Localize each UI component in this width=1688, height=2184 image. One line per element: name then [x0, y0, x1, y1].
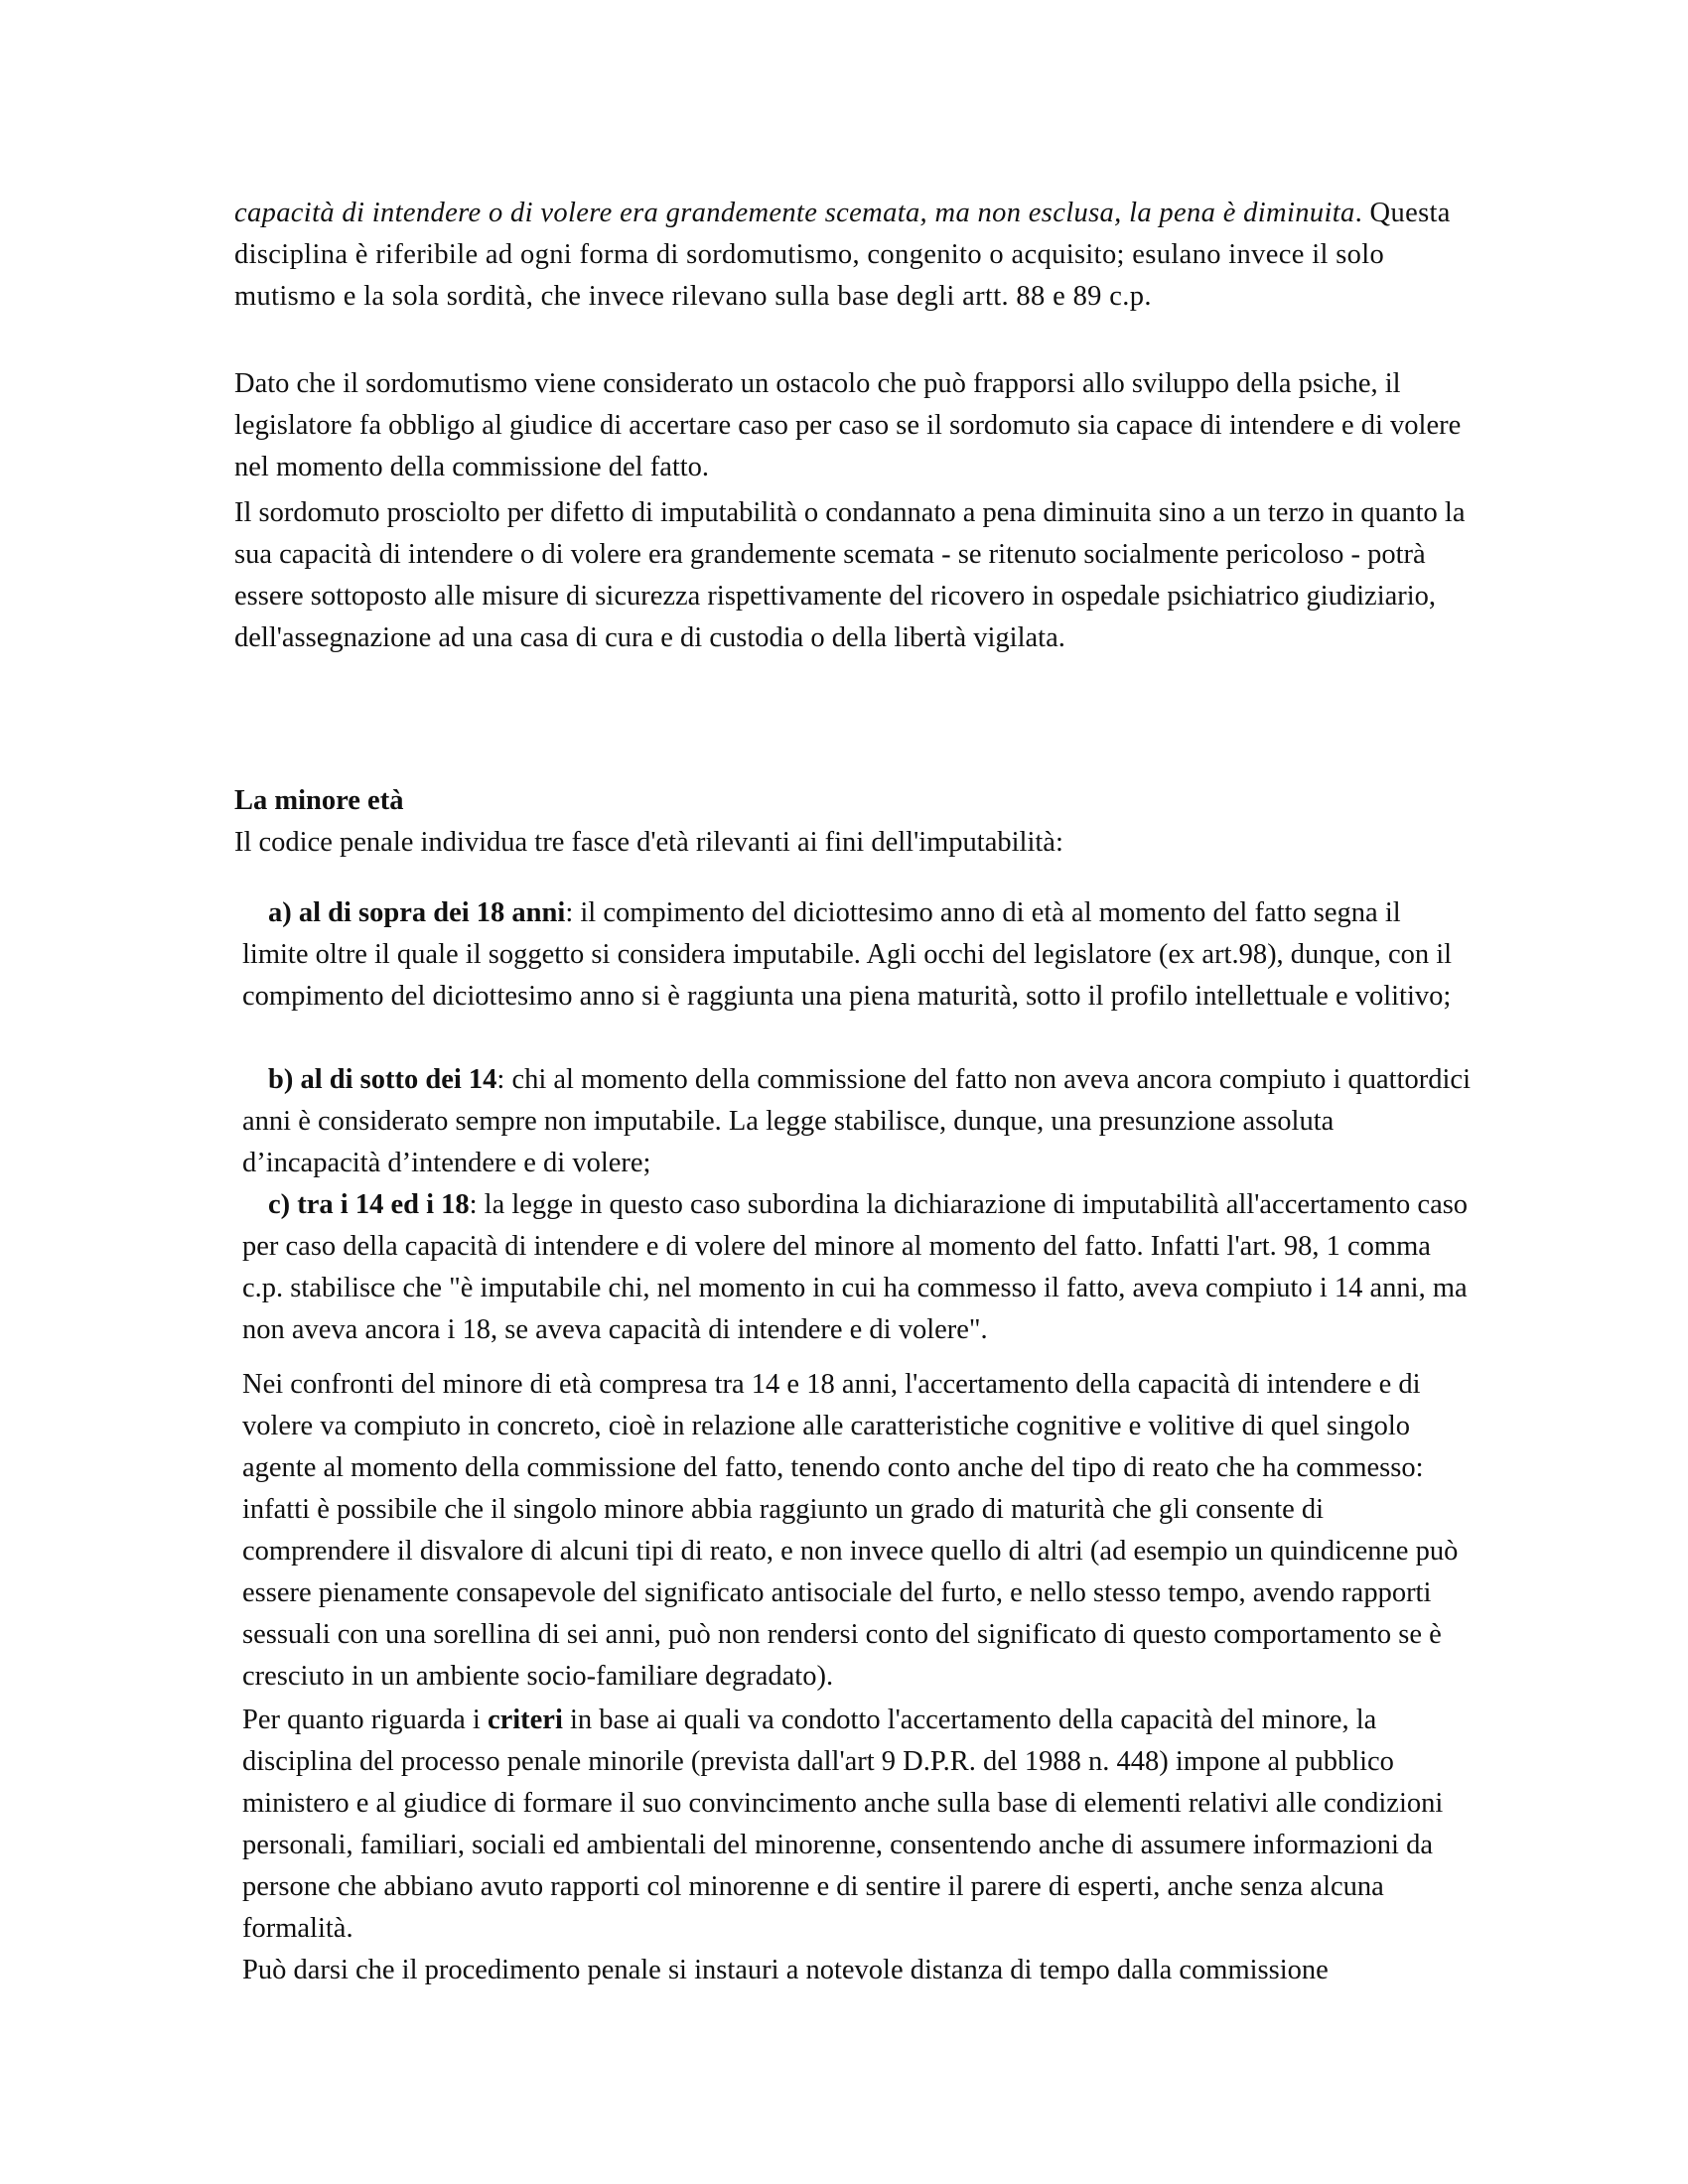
- list-item-label: c) tra i 14 ed i 18: [268, 1188, 470, 1220]
- paragraph-text: . Questa disciplina è riferibile ad ogni forma di sordomutismo, congenito o acquisito; esulano invece il solo mutismo e la sola sordità, che invece rilevano sulla base degli artt. 88 e 89 c.p.: [234, 198, 1451, 312]
- paragraph-sordomutismo-disciplina: [234, 193, 1466, 318]
- section-intro: Il codice penale individua tre fasce d'età rilevanti ai fini dell'imputabilità:: [234, 827, 1063, 858]
- list-item-text: : la legge in questo caso subordina la dichiarazione di imputabilità all'accertamento caso per caso della capacità di intendere e di volere del minore al momento del fatto. Infatti l'art. 98, 1 comma c.p. stabilisce che "è imputabile chi, nel momento in cui ha commesso il fatto, aveva compiuto i 14 anni, ma non aveva ancora i 18, se aveva capacità di intendere e di volere".: [242, 1188, 1469, 1345]
- paragraph-accertamento-sordomuto: Dato che il sordomutismo viene considerato un ostacolo che può frapporsi allo sviluppo della psiche, il legislatore fa obbligo al giudice di accertare caso per caso se il sordomuto sia capace di intendere e di volere nel momento della commissione del fatto.: [234, 368, 1462, 482]
- paragraph-accertamento-minore: Nei confronti del minore di età compresa tra 14 e 18 anni, l'accertamento della capacità di intendere e di volere va compiuto in concreto, cioè in relazione alle caratteristiche cognitive e volitive di quel singolo agente al momento della commissione del fatto, tenendo conto anche del tipo di reato che ha commesso: infatti è possibile che il singolo minore abbia raggiunto un grado di maturità che gli consente di comprendere il disvalore di alcuni tipi di reato, e non invece quello di altri (ad esempio un quindicenne può essere pienamente consapevole del significato antisociale del furto, e nello stesso tempo, avendo rapporti sessuali con una sorellina di sei anni, può non rendersi conto del significato di questo comportamento se è cresciuto in un ambiente socio-familiare degradato).: [242, 1369, 1459, 1692]
- list-item-label: b) al di sotto dei 14: [268, 1063, 497, 1095]
- paragraph-procedimento: Può darsi che il procedimento penale si instauri a notevole distanza di tempo dalla commissione: [242, 1955, 1329, 1985]
- list-item: [242, 864, 1474, 1045]
- list-item-text: : il compimento del diciottesimo anno di età al momento del fatto segna il limite oltre il quale il soggetto si considera imputabile. Agli occhi del legislatore (ex art.98), dunque, con il compimento del diciottesimo anno si è raggiunta una piena maturità, sotto il profilo intellettuale e volitivo;: [242, 896, 1453, 1012]
- list-item-label: a) al di sopra dei 18 anni: [268, 896, 566, 928]
- list-item-text: : chi al momento della commissione del fatto non aveva ancora compiuto i quattordici anni è considerato sempre non imputabile. La legge stabilisce, dunque, una presunzione assoluta d’incapacità d’intendere e di volere;: [242, 1063, 1471, 1178]
- list-item: [242, 1156, 1474, 1379]
- paragraph-criteri: Per quanto riguarda i criteri in base ai quali va condotto l'accertamento della capacità del minore, la disciplina del processo penale minorile (prevista dall'art 9 D.P.R. del 1988 n. 448) impone al pubblico ministero e al giudice di formare il suo convincimento anche sulla base di elementi relativi alle condizioni personali, familiari, sociali ed ambientali del minorenne, consentendo anche di assumere informazioni da persone che abbiano avuto rapporti col minorenne e di sentire il parere di esperti, anche senza alcuna formalità.: [242, 1705, 1444, 1944]
- bold-term: criteri: [487, 1705, 563, 1735]
- paragraph-misure-sicurezza: Il sordomuto prosciolto per difetto di imputabilità o condannato a pena diminuita sino a un terzo in quanto la sua capacità di intendere o di volere era grandemente scemata - se ritenuto socialmente pericoloso - potrà essere sottoposto alle misure di sicurezza rispettivamente del ricovero in ospedale psichiatrico giudiziario, dell'assegnazione ad una casa di cura e di custodia o della libertà vigilata.: [234, 497, 1466, 653]
- section-heading: La minore età: [234, 785, 404, 816]
- italic-quote: capacità di intendere o di volere era grandemente scemata, ma non esclusa, la pena è diminuita: [234, 198, 1355, 228]
